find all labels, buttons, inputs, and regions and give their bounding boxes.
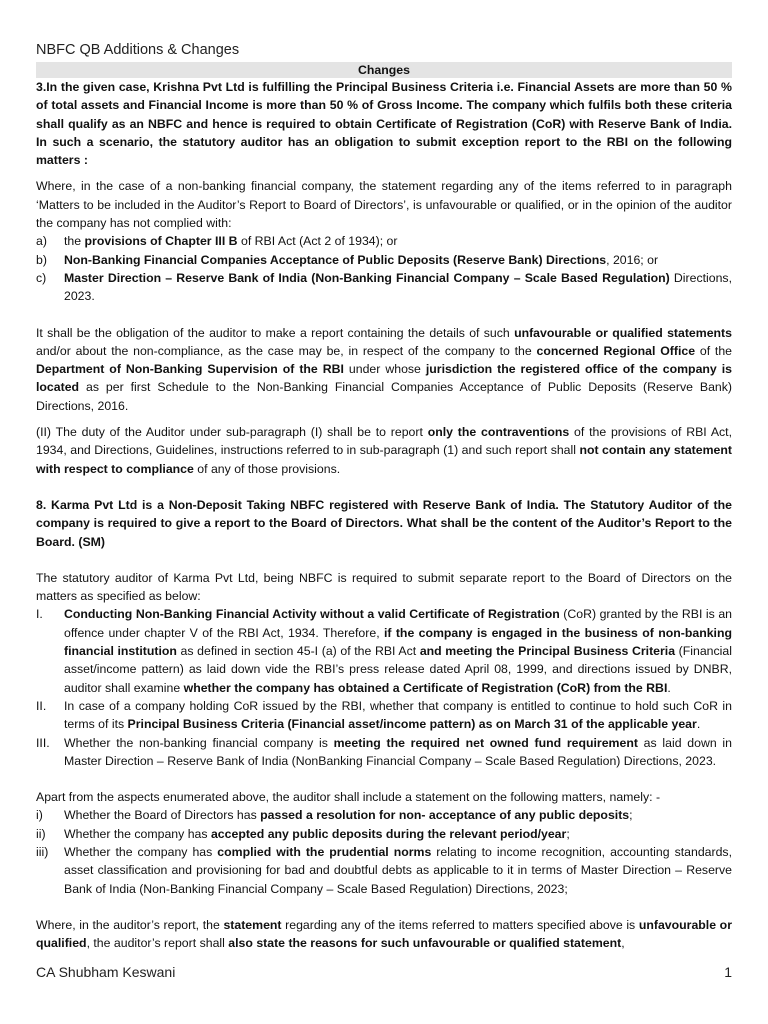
page-number: 1 [724,964,732,980]
list-item: II. In case of a company holding CoR issued by the RBI, whether that company is entitled to continue to hold such CoR in terms of its Principal Business Criteria (Financial asset/income pattern) as on March 31 of the applicable year. [36,698,732,732]
footer-author: CA Shubham Keswani [36,964,176,980]
q3-obligation: It shall be the obligation of the auditor to make a report containing the details of such unfavourable or qualified statements and/or about the non-compliance, as the case may be, in respect of the company to the concerned Regional Office of the Department of Non-Banking Supervision of the RBI under whose jurisdiction the registered office of the company is located as per first Schedule to the Non-Banking Financial Companies Acceptance of Public Deposits (Reserve Bank) Directions, 2016. [36,325,732,413]
page-body [36,62,732,952]
q8-apart: Apart from the aspects enumerated above, the auditor shall include a statement on the following matters, namely: - [36,790,661,805]
section-heading: Changes [36,62,732,78]
q8-intro: The statutory auditor of Karma Pvt Ltd, being NBFC is required to submit separate report to the Board of Directors on the matters as specified as below: [36,570,732,604]
question-3: 3.In the given case, Krishna Pvt Ltd is fulfilling the Principal Business Criteria i.e. Financial Assets are more than 50 % of total assets and Financial Income is more than 50 % of Gross Income. The company which fulfils both these criteria shall qualify as an NBFC and hence is required to obtain Certificate of Registration (CoR) with Reserve Bank of India. In such a scenario, the statutory auditor has an obligation to submit exception report to the RBI on the following matters : [36,80,732,168]
question-8: 8. Karma Pvt Ltd is a Non-Deposit Taking NBFC registered with Reserve Bank of India. The Statutory Auditor of the company is required to give a report to the Board of Directors. What shall be the content of the Auditor’s Report to the Board. (SM) [36,497,732,549]
q8-final: Where, in the auditor’s report, the statement regarding any of the items referred to matters specified above is unfavourable or qualified, the auditor’s report shall also state the reasons for such unfavourable or qualified statement, [36,917,732,951]
list-item: I. Conducting Non-Banking Financial Activity without a valid Certificate of Registration (CoR) granted by the RBI is an offence under chapter V of the RBI Act, 1934. Therefore, if the company is engaged in the business of non-banking financial institution as defined in section 45-I (a) of the RBI Act and meeting the Principal Business Criteria (Financial asset/income pattern) as laid down vide the RBI’s press release dated April 08, 1999, and directions issued by DNBR, auditor shall examine whether the company has obtained a Certificate of Registration (CoR) from the RBI. [36,607,732,695]
list-item: iii) Whether the company has complied with the prudential norms relating to income recognition, accounting standards, asset classification and provisioning for bad and doubtful debts as applicable to it in terms of Master Direction – Reserve Bank of India (Non-Banking Financial Company – Scale Based Regulation) Directions, 2023; [36,844,732,896]
list-item: b) Non-Banking Financial Companies Acceptance of Public Deposits (Reserve Bank) Directions, 2016; or [36,252,659,267]
q3-duty: (II) The duty of the Auditor under sub-paragraph (I) shall be to report only the contraventions of the provisions of RBI Act, 1934, and Directions, Guidelines, instructions referred to in sub-paragraph (1) and such report shall not contain any statement with respect to compliance of any of those provisions. [36,425,733,476]
list-item: i) Whether the Board of Directors has passed a resolution for non- acceptance of any public deposits; [36,808,633,823]
list-item: c) Master Direction – Reserve Bank of India (Non-Banking Financial Company – Scale Based Regulation) Directions, 2023. [36,270,732,304]
document-header: NBFC QB Additions & Changes [36,42,240,58]
list-item: a) the provisions of Chapter III B of RBI Act (Act 2 of 1934); or [36,234,398,249]
list-item: III. Whether the non-banking financial company is meeting the required net owned fund requirement as laid down in Master Direction – Reserve Bank of India (NonBanking Financial Company – Scale Based Regulation) Directions, 2023. [36,735,733,768]
q3-intro: Where, in the case of a non-banking financial company, the statement regarding any of the items referred to in paragraph ‘Matters to be included in the Auditor’s Report to Board of Directors’, is unfavourable or qualified, or in the opinion of the auditor the company has not complied with: [36,179,732,231]
list-item: ii) Whether the company has accepted any public deposits during the relevant period/year; [36,826,570,841]
